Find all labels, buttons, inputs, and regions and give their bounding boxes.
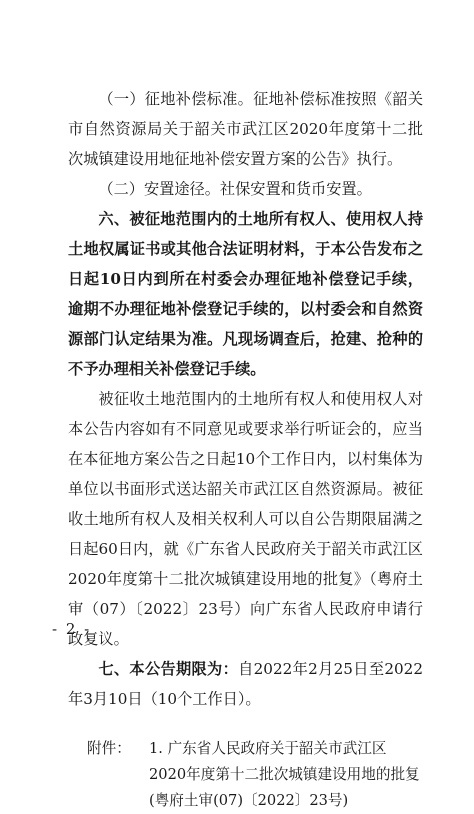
attachment-item: 1. 广东省人民政府关于韶关市武江区2020年度第十二批次城镇建设用地的批复(粤府土审(07)〔2022〕23号) — [149, 740, 420, 809]
hearing-review-paragraph: 被征收土地范围内的土地所有权人和使用权人对本公告内容如有不同意见或要求举行听证会的，应当在本征地方案公告之日起10个工作日内，以村集体为单位以书面形式送达韶关市武江区自然资源局。被征收土地所有权人及相关权利人可以自公告期限届满之日起60日内，就《广东省人民政府关于韶关市武江区2020年度第十二批次城镇建设用地的批复》（粤府土审（07）〔2022〕23号）向广东省人民政府申请行政复议。 — [68, 390, 423, 648]
resettlement-paragraph: （二）安置途径。社保安置和货币安置。 — [98, 180, 372, 198]
notice-period-text: 自2022年2月25日至2022年3月10日（10个工作日）。 — [68, 660, 423, 708]
notice-period-paragraph — [68, 654, 423, 714]
section-seven-heading: 七、本公告期限为： — [98, 660, 239, 678]
attachment-block — [68, 736, 423, 814]
compensation-standard-paragraph: （一）征地补偿标准。征地补偿标准按照《韶关市自然资源局关于韶关市武江区2020年度第十二批次城镇建设用地征地补偿安置方案的公告》执行。 — [68, 90, 423, 168]
section-six-heading: 六、 — [98, 210, 130, 228]
page-number: - 2 - — [52, 620, 92, 638]
spacer — [68, 714, 423, 734]
registration-paragraph — [68, 204, 423, 384]
registration-text: 被征地范围内的土地所有权人、使用权人持土地权属证书或其他合法证明材料，于本公告发布之日起10日内到所在村委会办理征地补偿登记手续，逾期不办理征地补偿登记手续的，以村委会和自然资源部门认定结果为准。凡现场调查后，抢建、抢种的不予办理相关补偿登记手续。 — [68, 210, 424, 378]
attachment-label: 附件： — [87, 740, 131, 757]
